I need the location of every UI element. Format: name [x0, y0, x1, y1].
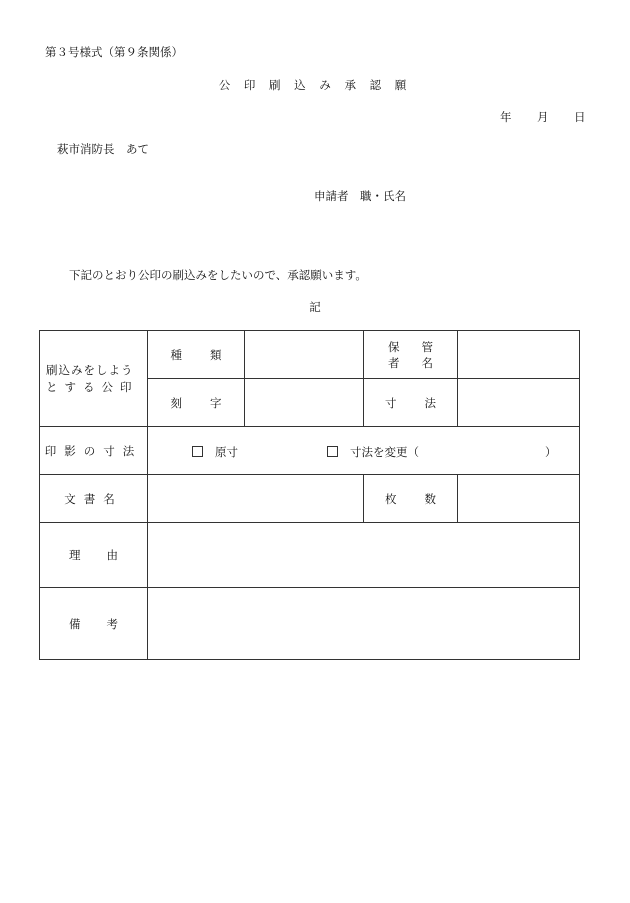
ki-heading: 記 — [309, 300, 321, 314]
original-size-checkbox[interactable] — [192, 446, 203, 457]
seal-target-label-line1: 刷込みをしよう — [46, 362, 134, 377]
remarks-field[interactable] — [148, 588, 580, 660]
seal-size-options — [148, 427, 580, 475]
table-row — [40, 475, 580, 523]
change-size-close-paren: ） — [545, 444, 557, 459]
count-label: 枚 数 — [364, 475, 458, 523]
seal-target-label — [40, 331, 148, 427]
remarks-label: 備 考 — [40, 588, 148, 660]
engraving-label: 刻 字 — [148, 379, 245, 427]
table-row — [40, 331, 580, 379]
type-label: 種 類 — [148, 331, 245, 379]
custodian-label: 保 管 者 名 — [364, 331, 458, 379]
original-size-option[interactable]: 原寸 — [192, 444, 238, 460]
count-field[interactable] — [458, 475, 580, 523]
engraving-field[interactable] — [245, 379, 364, 427]
dimension-field[interactable] — [458, 379, 580, 427]
applicant-label: 申請者 職・氏名 — [314, 189, 406, 203]
form-number: 第３号様式（第９条関係） — [45, 45, 183, 59]
date-month-label: 月 — [537, 110, 549, 124]
change-size-option[interactable]: 寸法を変更（ — [327, 444, 419, 460]
request-text: 下記のとおり公印の刷込みをしたいので、承認願います。 — [69, 268, 367, 282]
table-row — [40, 427, 580, 475]
custodian-field[interactable] — [458, 331, 580, 379]
change-size-checkbox[interactable] — [327, 446, 338, 457]
seal-target-label-line2: とする公印 — [46, 379, 139, 394]
date-year-label: 年 — [500, 110, 512, 124]
reason-field[interactable] — [148, 523, 580, 588]
table-row — [40, 588, 580, 660]
date-day-label: 日 — [574, 110, 586, 124]
table-row — [40, 523, 580, 588]
addressee: 萩市消防長 あて — [57, 142, 149, 156]
type-field[interactable] — [245, 331, 364, 379]
document-name-field[interactable] — [148, 475, 364, 523]
document-name-label: 文書名 — [40, 475, 148, 523]
dimension-label: 寸 法 — [364, 379, 458, 427]
page-title: 公 印 刷 込 み 承 認 願 — [218, 78, 412, 92]
application-table — [39, 330, 580, 660]
reason-label: 理 由 — [40, 523, 148, 588]
seal-size-label: 印影の寸法 — [40, 427, 148, 475]
